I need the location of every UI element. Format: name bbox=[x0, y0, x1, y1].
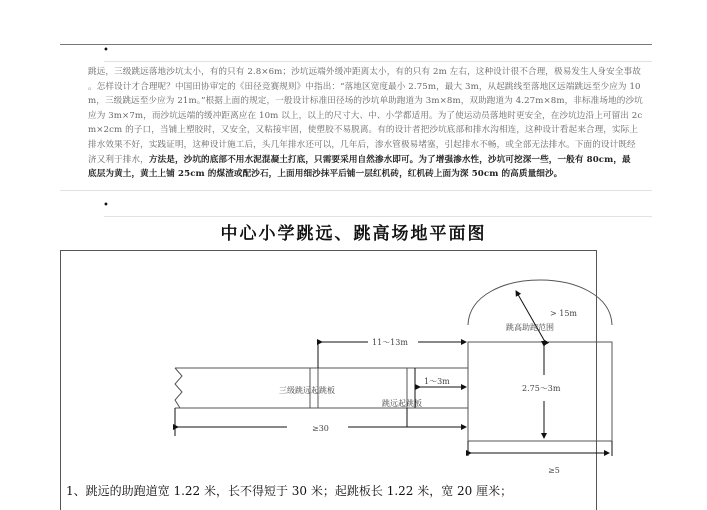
bold-text: 方法是，沙坑的底部不用水泥混凝土打底，只需要采用自然渗水即可。为了增强渗水性，沙坑可挖深一些，一般有 80cm，最 bbox=[148, 154, 631, 165]
bold-text: 底层为黄土，黄土上铺 25cm 的煤渣或配沙石，上面用细沙抹平后铺一层红机砖，红机砖上面为深 50cm 的高质量细沙。 bbox=[88, 169, 563, 180]
pit-width-label: 2.75～3m bbox=[522, 384, 561, 393]
distance-11-13-label: 11～13m bbox=[372, 338, 408, 347]
runway-length-label: ≥30 bbox=[312, 424, 329, 433]
text-run: m×2cm 的子口，当铺上塑胶时，又安全，又粘接牢固，使塑胶不易脱离。有的设计者把沙坑底部和排水沟相连，这种设计看起来合理，实际上 bbox=[88, 125, 639, 136]
radius-label: > 15m bbox=[550, 309, 578, 318]
high-jump-zone-label: 跳高助跑范围 bbox=[506, 323, 554, 332]
text-run: 。怎样设计才合理呢？中国田协审定的《田径竞赛规则》中指出：“落地区宽度最小 2.75m，最大 3m，从起跳线至落地区远端跳远至少应为 10 bbox=[88, 81, 641, 92]
text-run: 应为 3m×7m，而沙坑远端的缓冲距离应在 10m 以上，以上的尺寸大、中、小学都适用。为了使运动员落地时更安全，在沙坑边沿上可留出 2c bbox=[88, 110, 643, 121]
bullet-marker: • bbox=[103, 200, 109, 211]
distance-1-3-label: 1～3m bbox=[424, 377, 450, 386]
text-run: m，三级跳远至少应为 21m。”根据上面的规定，一般设计标准田径场的沙坑单助跑道为 3m×8m，双助跑道为 4.27m×8m，非标准场地的沙坑 bbox=[88, 96, 643, 107]
long-jump-board-label: 跳远起跳板 bbox=[382, 399, 422, 408]
bullet-marker: • bbox=[103, 45, 109, 56]
text-run: 济又利于排水， bbox=[88, 154, 149, 165]
triple-jump-board-label: 三级跳远起跳板 bbox=[279, 386, 335, 395]
text-run: 排水效果不好，实践证明，这种设计施工后，头几年排水还可以，几年后，渗水管极易堵塞，引起排水不畅，或全部无法排水。下面的设计既经 bbox=[88, 139, 636, 150]
pit-length-label: ≥5 bbox=[548, 466, 560, 475]
text-run: 跳远，三级跳远落地沙坑太小，有的只有 2.8×6m；沙坑远端外缓冲距离太小，有的只有 2m 左右，这种设计很不合理，极易发生人身安全事故 bbox=[88, 67, 641, 77]
figure-title: 中心小学跳远、跳高场地平面图 bbox=[220, 224, 487, 244]
note-line: 1、跳远的助跑道宽 1.22 米，长不得短于 30 米；起跳板长 1.22 米，宽 20 厘米； bbox=[66, 484, 513, 498]
